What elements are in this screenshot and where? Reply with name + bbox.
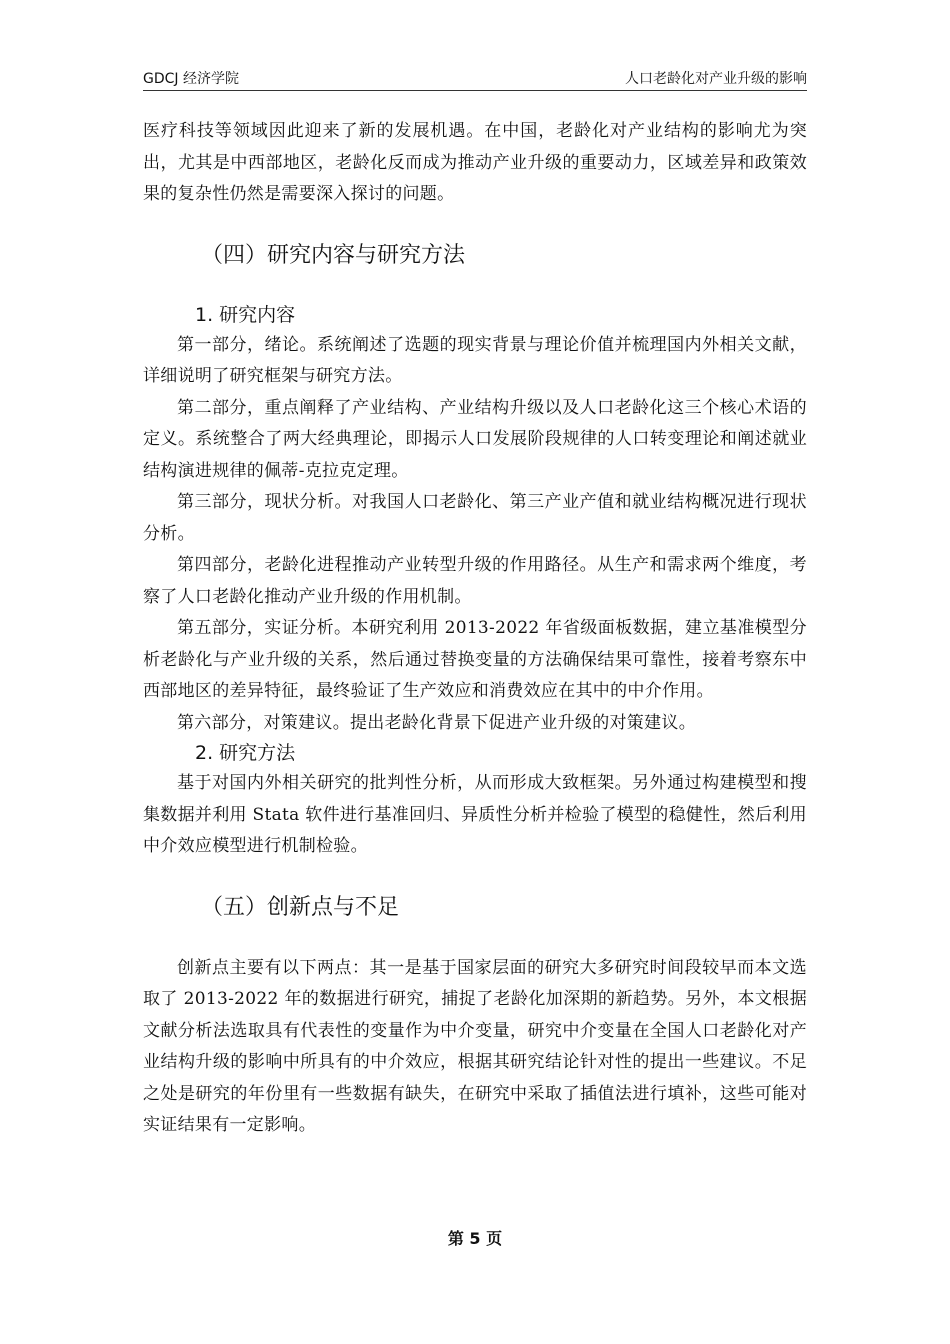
page-header [143, 66, 807, 91]
subsection-research-method-heading: 2. 研究方法 [195, 742, 296, 764]
content-paragraph-6: 第六部分，对策建议。提出老龄化背景下促进产业升级的对策建议。 [177, 712, 696, 733]
page-body [143, 116, 807, 1142]
method-paragraph: 基于对国内外相关研究的批判性分析，从而形成大致框架。另外通过构建模型和搜集数据并利用 Stata 软件进行基准回归、异质性分析并检验了模型的稳健性，然后利用中介效应模型进行机制检验。 [143, 773, 807, 856]
content-paragraph-4: 第四部分，老龄化进程推动产业转型升级的作用路径。从生产和需求两个维度，考察了人口老龄化推动产业升级的作用机制。 [143, 555, 807, 607]
intro-paragraph: 医疗科技等领域因此迎来了新的发展机遇。在中国，老龄化对产业结构的影响尤为突出，尤其是中西部地区，老龄化反而成为推动产业升级的重要动力，区域差异和政策效果的复杂性仍然是需要深入探讨的问题。 [143, 121, 807, 204]
innovation-paragraph: 创新点主要有以下两点：其一是基于国家层面的研究大多研究时间段较早而本文选取了 2013-2022 年的数据进行研究，捕捉了老龄化加深期的新趋势。另外，本文根据文献分析法选取具有代表性的变量作为中介变量，研究中介变量在全国人口老龄化对产业结构升级的影响中所具有的中介效应，根据其研究结论针对性的提出一些建议。不足之处是研究的年份里有一些数据有缺失，在研究中采取了插值法进行填补，这些可能对实证结果有一定影响。 [143, 957, 807, 1135]
content-paragraph-1: 第一部分，绪论。系统阐述了选题的现实背景与理论价值并梳理国内外相关文献，详细说明了研究框架与研究方法。 [143, 334, 807, 386]
header-left-text: GDCJ 经济学院 [143, 71, 239, 87]
page-number: 第 5 页 [447, 1229, 503, 1248]
content-paragraph-2: 第二部分，重点阐释了产业结构、产业结构升级以及人口老龄化这三个核心术语的定义。系统整合了两大经典理论，即揭示人口发展阶段规律的人口转变理论和阐述就业结构演进规律的佩蒂-克拉克定理。 [143, 397, 807, 481]
header-right-text: 人口老龄化对产业升级的影响 [625, 71, 807, 87]
section-4-heading: （四）研究内容与研究方法 [201, 242, 466, 268]
section-5-heading: （五）创新点与不足 [201, 894, 400, 920]
subsection-research-content-heading: 1. 研究内容 [195, 303, 296, 326]
content-paragraph-3: 第三部分，现状分析。对我国人口老龄化、第三产业产值和就业结构概况进行现状分析。 [143, 492, 807, 544]
content-paragraph-5: 第五部分，实证分析。本研究利用 2013-2022 年省级面板数据，建立基准模型分析老龄化与产业升级的关系，然后通过替换变量的方法确保结果可靠性，接着考察东中西部地区的差异特征，最终验证了生产效应和消费效应在其中的中介作用。 [143, 618, 807, 701]
